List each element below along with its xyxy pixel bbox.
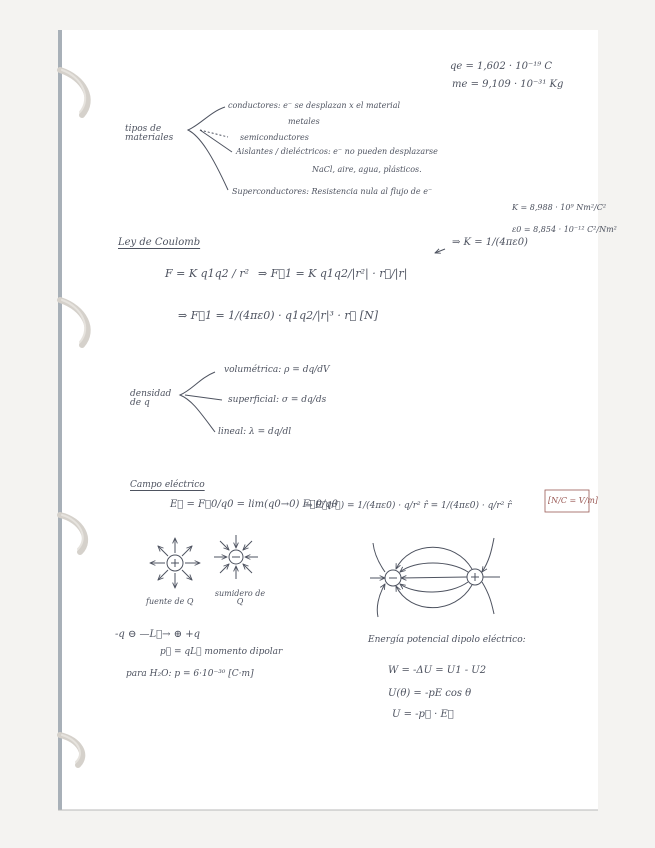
- dipole-u-vec: U = -p⃗ · E⃗: [392, 709, 454, 720]
- density-volumetric: volumétrica: ρ = dq/dV: [224, 365, 330, 375]
- dipole-water: para H₂O: p = 6·10⁻³⁰ [C·m]: [126, 669, 254, 679]
- coulomb-eq2: ⇒ F⃗1 = K q1q2/|r²| · r⃗/|r|: [258, 267, 408, 280]
- constant-charge: qe = 1,602 · 10⁻¹⁹ C: [450, 61, 553, 72]
- materials-item-0: conductores: e⁻ se desplazan x el material: [228, 101, 401, 110]
- coulomb-title: Ley de Coulomb: [118, 237, 201, 248]
- field-eq2: ⇒ E⃗(r⃗) = 1/(4πε0) · q/r² r̂ = 1/(4πε0) · q/r² r̂: [305, 501, 512, 511]
- sink-label: sumidero de Q: [214, 589, 266, 606]
- dipole-w: W = -ΔU = U1 - U2: [388, 665, 487, 676]
- sink-charge-diagram: [214, 535, 258, 579]
- dipole-energy-title: Energía potencial dipolo eléctrico:: [368, 635, 526, 645]
- density-superficial: superficial: σ = dq/ds: [228, 395, 327, 405]
- field-title: Campo eléctrico: [130, 480, 205, 490]
- field-units: [N/C = V/m]: [548, 496, 598, 505]
- field-eq1: E⃗ = F⃗0/q0 = lim(q0→0) F⃗0/q0: [170, 499, 339, 510]
- materials-item-2: semiconductores: [240, 133, 309, 142]
- dipole-u-theta: U(θ) = -pE cos θ: [388, 688, 472, 699]
- constant-epsilon0: ε0 = 8,854 · 10⁻¹² C²/Nm²: [512, 225, 617, 234]
- dipole-line2: p⃗ = qL⃗ momento dipolar: [160, 647, 283, 657]
- density-lineal: lineal: λ = dq/dl: [218, 427, 292, 437]
- materials-label: tipos de materiales: [125, 124, 174, 143]
- constant-mass: me = 9,109 · 10⁻³¹ Kg: [452, 79, 564, 90]
- coulomb-eq3: ⇒ F⃗1 = 1/(4πε0) · q1q2/|r|³ · r⃗ [N]: [178, 309, 378, 322]
- coulomb-k-def: ⇒ K = 1/(4πε0): [452, 237, 528, 248]
- source-label: fuente de Q: [146, 597, 194, 606]
- materials-item-1: metales: [288, 117, 320, 126]
- materials-item-4: NaCl, aire, agua, plásticos.: [312, 165, 422, 174]
- density-label: densidad de q: [130, 389, 172, 408]
- materials-item-5: Superconductores: Resistencia nula al flujo de e⁻: [232, 187, 433, 196]
- coulomb-eq1: F = K q1q2 / r²: [165, 267, 250, 280]
- constant-k: K = 8,988 · 10⁹ Nm²/C²: [512, 203, 607, 212]
- dipole-line1: -q ⊖ —L⃗→ ⊕ +q: [115, 629, 201, 640]
- paper-edge: [58, 30, 62, 810]
- materials-item-3: Aislantes / dieléctricos: e⁻ no pueden desplazarse: [236, 147, 438, 156]
